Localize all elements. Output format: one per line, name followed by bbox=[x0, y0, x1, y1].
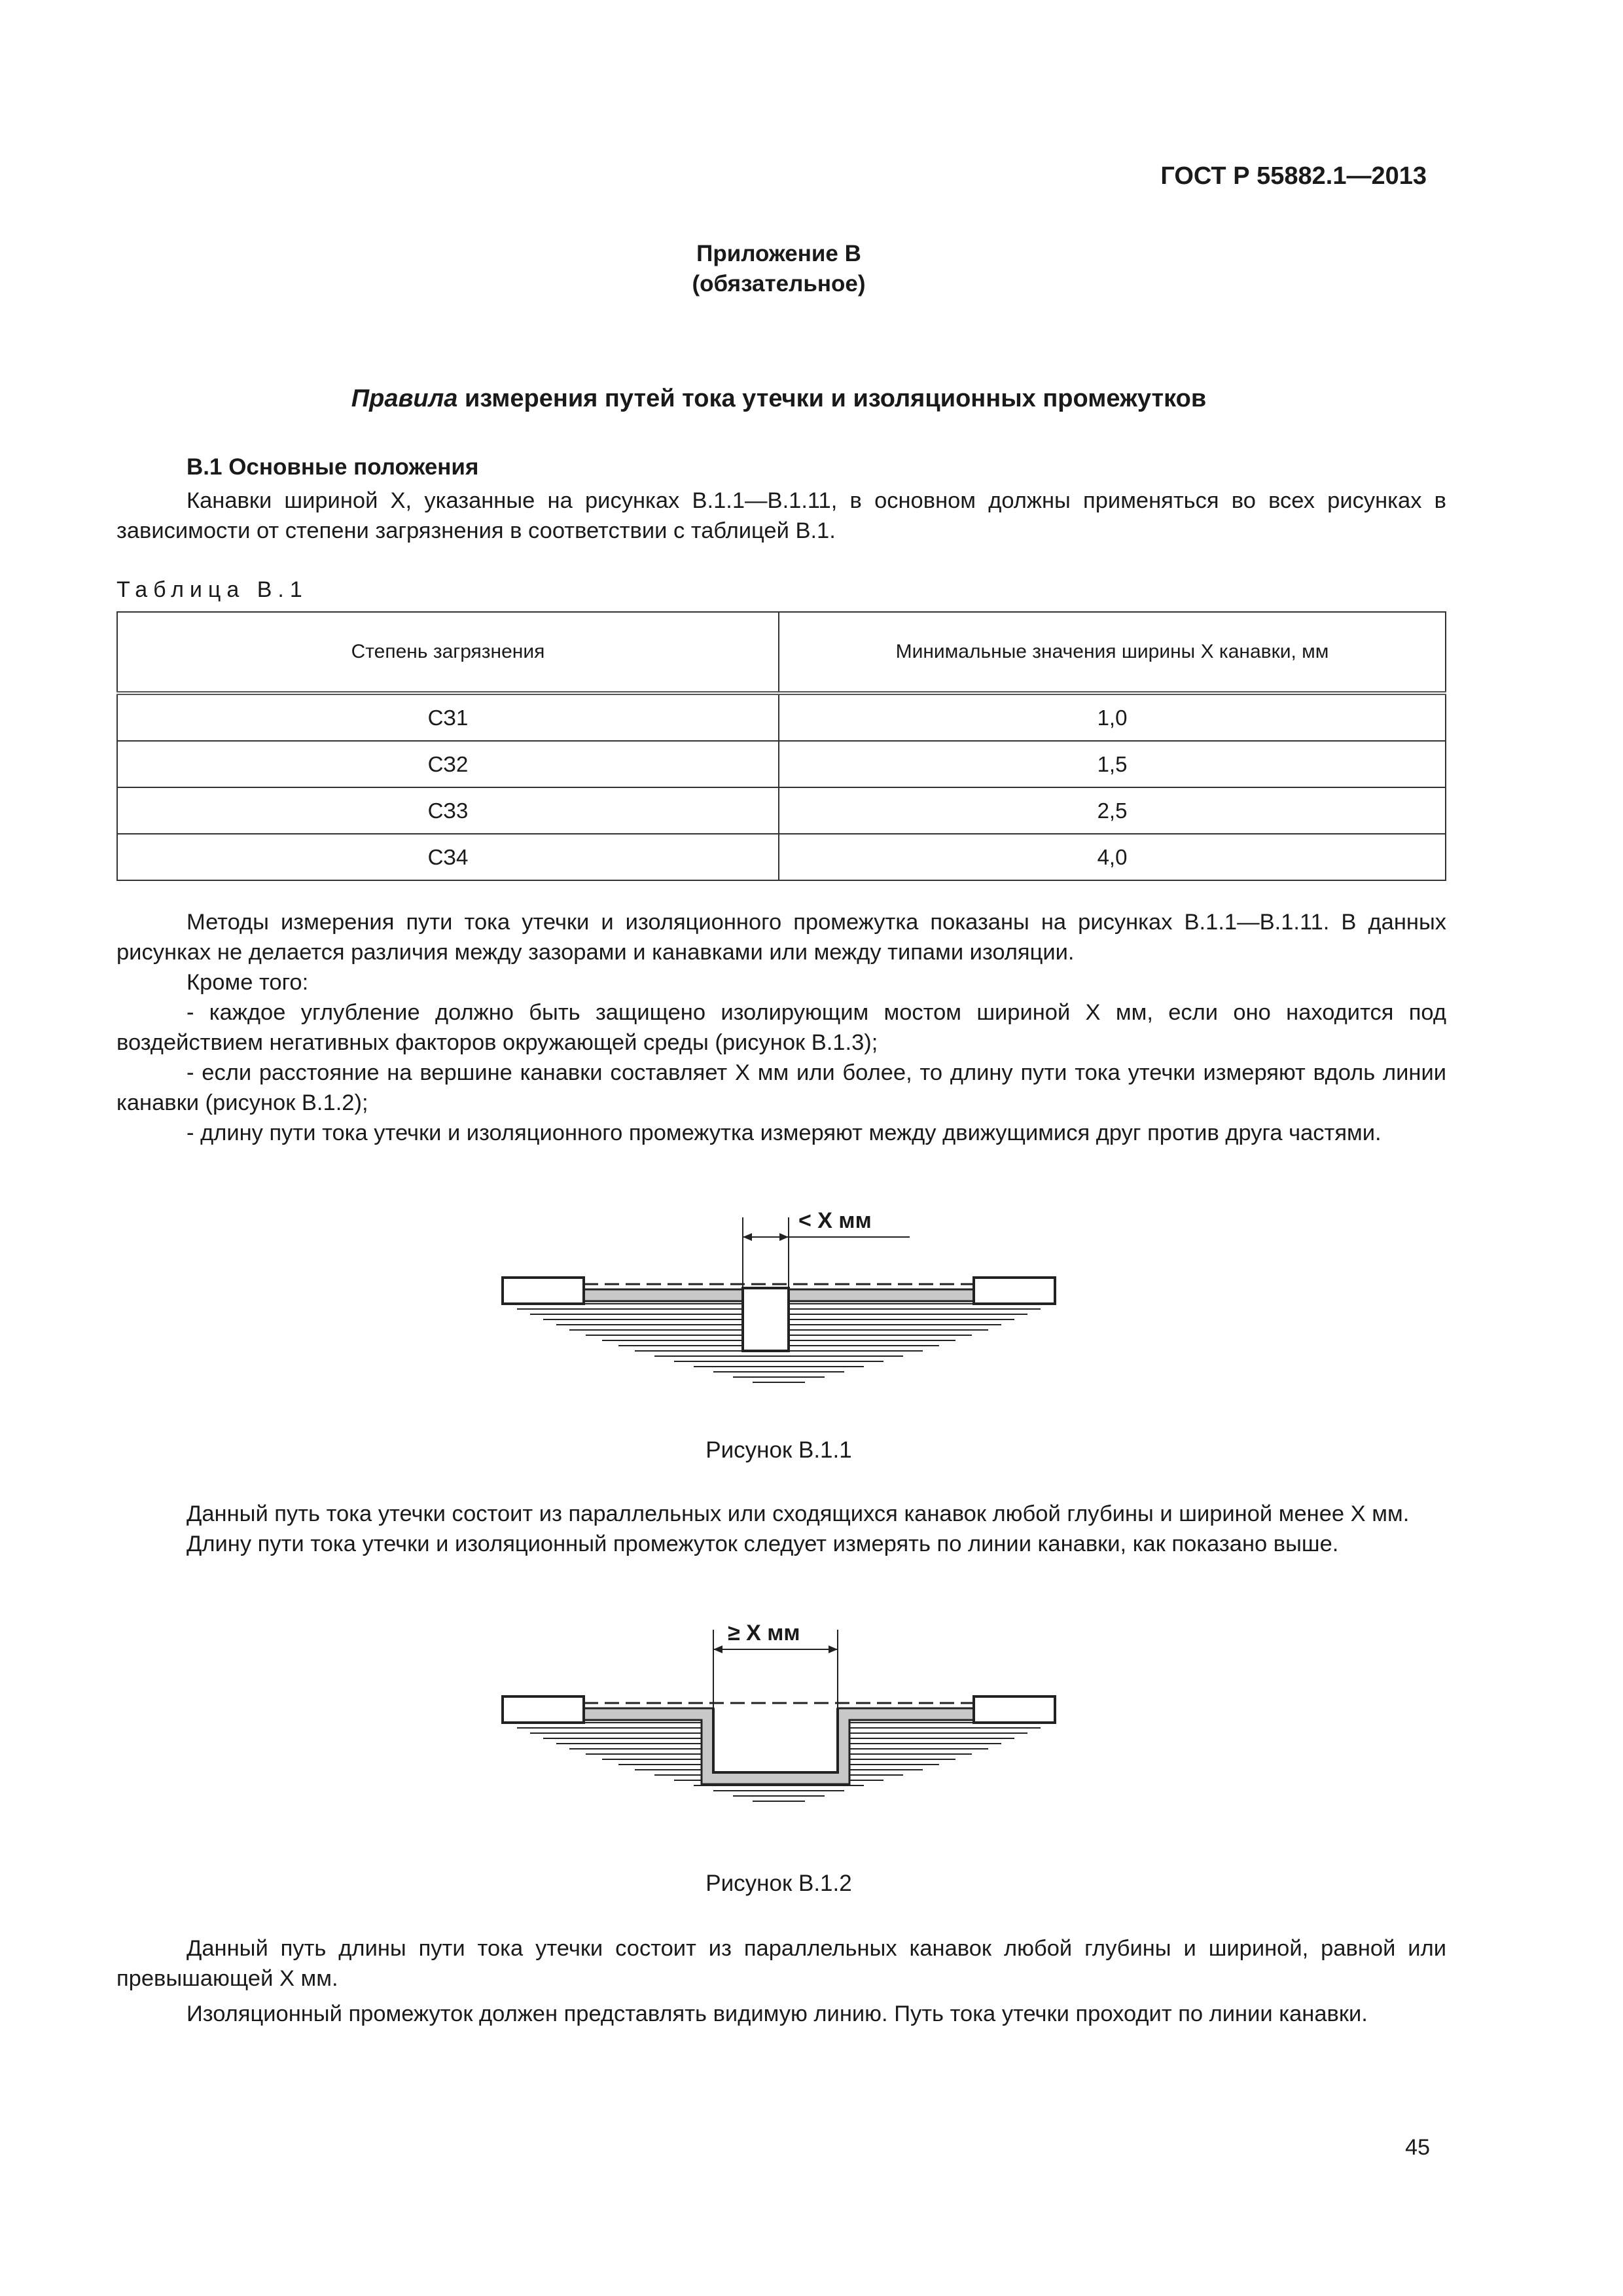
body-text: Кроме того: bbox=[187, 970, 309, 995]
pollution-table bbox=[116, 611, 1446, 881]
table-cell: СЗ1 bbox=[117, 693, 779, 741]
title-rest: измерения путей тока утечки и изоляционных промежутков bbox=[457, 385, 1207, 412]
table-row bbox=[117, 787, 1446, 834]
table-cell: 1,0 bbox=[779, 693, 1446, 741]
figure2-label: ≥ X мм bbox=[728, 1621, 800, 1645]
body-text: - если расстояние на вершине канавки составляет X мм или более, то длину пути тока утечки измеряют вдоль линии канавки (рисунок В.1.2); bbox=[116, 1060, 1446, 1115]
table-cell: СЗ3 bbox=[117, 787, 779, 834]
figure-b-1-1 bbox=[491, 1191, 1067, 1407]
body-text: Длину пути тока утечки и изоляционный промежуток следует измерять по линии канавки, как показано выше. bbox=[187, 1532, 1339, 1556]
body-text: - каждое углубление должно быть защищено изолирующим мостом шириной X мм, если оно находится под воздействием негативных факторов окружающей среды (рисунок В.1.3); bbox=[116, 1000, 1446, 1055]
page-title bbox=[0, 385, 1558, 413]
body-text: Методы измерения пути тока утечки и изоляционного промежутка показаны на рисунках В.1.1—В.1.11. В данных рисунках не делается различия между зазорами и канавками или между типами изоляции. bbox=[116, 910, 1446, 965]
figure-b-1-2 bbox=[491, 1610, 1067, 1846]
after-fig2-paragraphs bbox=[116, 1933, 1446, 2029]
table-header-cell: Минимальные значения ширины X канавки, мм bbox=[779, 612, 1446, 693]
table-cell: СЗ4 bbox=[117, 834, 779, 880]
figure1-caption: Рисунок В.1.1 bbox=[705, 1437, 852, 1463]
page-number: 45 bbox=[1405, 2135, 1430, 2160]
table-caption: Таблица В.1 bbox=[116, 577, 308, 602]
standard-number: ГОСТ Р 55882.1—2013 bbox=[1160, 162, 1427, 190]
title-italic: Правила bbox=[351, 385, 458, 412]
after-fig1-paragraphs bbox=[116, 1499, 1446, 1559]
section-heading: В.1 Основные положения bbox=[187, 454, 479, 480]
appendix-label: Приложение В bbox=[696, 241, 861, 266]
table-header-cell: Степень загрязнения bbox=[117, 612, 779, 693]
body-text: Данный путь тока утечки состоит из параллельных или сходящихся канавок любой глубины и шириной менее X мм. bbox=[187, 1501, 1410, 1526]
table-cell: СЗ2 bbox=[117, 741, 779, 787]
body-text: Изоляционный промежуток должен представлять видимую линию. Путь тока утечки проходит по линии канавки. bbox=[187, 2001, 1368, 2026]
table-cell: 1,5 bbox=[779, 741, 1446, 787]
figure2-caption: Рисунок В.1.2 bbox=[705, 1871, 852, 1896]
intro-text: Канавки шириной X, указанные на рисунках В.1.1—В.1.11, в основном должны применяться во всех рисунках в зависимости от степени загрязнения в соответствии с таблицей В.1. bbox=[116, 488, 1446, 543]
figure1-label: < X мм bbox=[798, 1208, 872, 1233]
table-row bbox=[117, 834, 1446, 880]
body-paragraphs bbox=[116, 907, 1446, 1148]
body-text: Данный путь длины пути тока утечки состоит из параллельных канавок любой глубины и шириной, равной или превышающей X мм. bbox=[116, 1936, 1446, 1991]
body-text: - длину пути тока утечки и изоляционного промежутка измеряют между движущимися друг против друга частями. bbox=[187, 1121, 1382, 1145]
appendix-status: (обязательное) bbox=[692, 271, 866, 296]
table-cell: 4,0 bbox=[779, 834, 1446, 880]
table-header-row bbox=[117, 612, 1446, 693]
table-row bbox=[117, 693, 1446, 741]
table-cell: 2,5 bbox=[779, 787, 1446, 834]
intro-paragraph bbox=[116, 486, 1446, 546]
table-row bbox=[117, 741, 1446, 787]
